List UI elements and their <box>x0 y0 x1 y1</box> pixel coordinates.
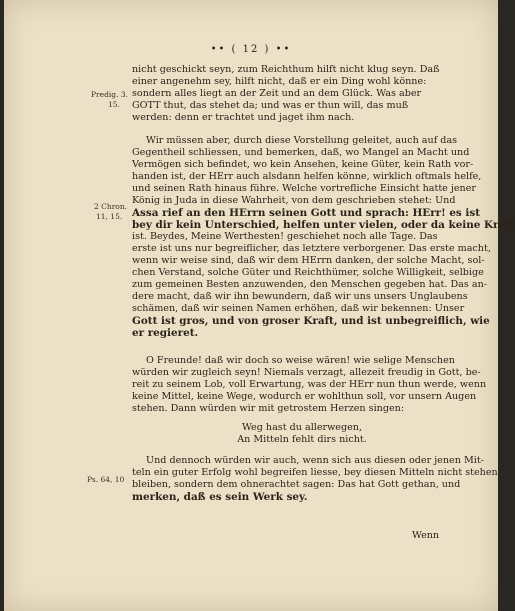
text-line: zum gemeinen Besten anzuwenden, den Menschen gegeben hat. Das an- <box>132 279 488 290</box>
margin-ref-chron: 2 Chron. <box>94 202 128 211</box>
text-line: nicht geschickt seyn, zum Reichthum hilft nicht klug seyn. Daß <box>132 64 440 75</box>
text-line: Gegentheil schliessen, und bemerken, daß, wo Mangel an Macht und <box>132 147 470 158</box>
text-line: handen ist, der HErr auch alsdann helfen könne, wirklich oftmals helfe, <box>132 171 482 182</box>
text-line-emphasis: er regieret. <box>132 327 199 339</box>
text-line: dere macht, daß wir ihn bewundern, daß wir uns unsers Unglaubens <box>132 291 468 302</box>
text-line-emphasis: merken, daß es sein Werk sey. <box>132 491 308 503</box>
paragraph-4 <box>132 455 498 503</box>
text-line-emphasis: bey dir kein Unterschied, helfen unter vielen, oder da keine Kraft <box>132 219 515 231</box>
text-line: König in Juda in diese Wahrheit, von dem geschrieben stehet: Und <box>132 195 456 206</box>
text-line: werden: denn er trachtet und jaget ihm nach. <box>132 112 355 123</box>
paragraph-2 <box>132 135 515 339</box>
text-line: Wir müssen aber, durch diese Vorstellung geleitet, auch auf das <box>146 135 458 146</box>
text-line: GOTT thut, das stehet da; und was er thun will, das muß <box>132 100 409 111</box>
text-line: stehen. Dann würden wir mit getrostem Herzen singen: <box>132 403 405 414</box>
margin-ref-chron-verse: 11, 15. <box>96 212 123 221</box>
margin-ref-predig-verse: 15. <box>108 100 120 109</box>
book-page <box>4 0 515 611</box>
text-line: chen Verstand, solche Güter und Reichthümer, solche Willigkeit, selbige <box>132 267 484 278</box>
text-line: wenn wir weise sind, daß wir dem HErrn danken, der solche Macht, sol- <box>132 255 485 266</box>
text-line: O Freunde! daß wir doch so weise wären! wie selige Menschen <box>146 355 455 366</box>
text-line: teln ein guter Erfolg wohl begreifen liesse, bey diesen Mitteln nicht stehen <box>132 467 498 478</box>
text-line: sondern alles liegt an der Zeit und an dem Glück. Was aber <box>132 88 422 99</box>
text-line: und seinen Rath hinaus führe. Welche vortrefliche Einsicht hatte jener <box>132 183 476 194</box>
text-line-emphasis: Gott ist gros, und von groser Kraft, und ist unbegreiflich, wie <box>132 315 490 327</box>
text-line: einer angenehm sey, hilft nicht, daß er ein Ding wohl könne: <box>132 76 427 87</box>
text-line: bleiben, sondern dem ohnerachtet sagen: Das hat Gott gethan, und <box>132 479 461 490</box>
margin-ref-predig: Predig. 3. <box>91 90 128 99</box>
text-line: Und dennoch würden wir auch, wenn sich aus diesen oder jenen Mit- <box>146 455 484 466</box>
text-line: schämen, daß wir seinen Namen erhöhen, daß wir bekennen: Unser <box>132 303 465 314</box>
verse-line: An Mitteln fehlt dirs nicht. <box>237 434 367 445</box>
text-line: reit zu seinem Lob, voll Erwartung, was der HErr nun thun werde, wenn <box>132 379 487 390</box>
catchword: Wenn <box>412 530 440 541</box>
text-line: ist. Beydes, Meine Werthesten! geschiehet noch alle Tage. Das <box>132 231 438 242</box>
paragraph-1 <box>132 64 472 124</box>
paragraph-3 <box>132 355 487 415</box>
text-line: Vermögen sich befindet, wo kein Ansehen, keine Güter, kein Rath vor- <box>132 159 474 170</box>
text-line-emphasis: Assa rief an den HErrn seinen Gott und sprach: HErr! es ist <box>132 207 480 219</box>
text-line: erste ist uns nur begreiflicher, das letztere verborgener. Das erste macht, <box>132 243 491 254</box>
margin-ref-psalm: Ps. 64, 10 <box>87 475 125 484</box>
verse-line: Weg hast du allerwegen, <box>241 422 363 433</box>
hymn-verse <box>132 422 472 446</box>
text-line: keine Mittel, keine Wege, wodurch er wohlthun soll, vor unsern Augen <box>132 391 477 402</box>
page-number-header: •• ( 12 ) •• <box>210 44 292 55</box>
text-line: würden wir zugleich seyn! Niemals verzagt, allezeit freudig in Gott, be- <box>132 367 481 378</box>
